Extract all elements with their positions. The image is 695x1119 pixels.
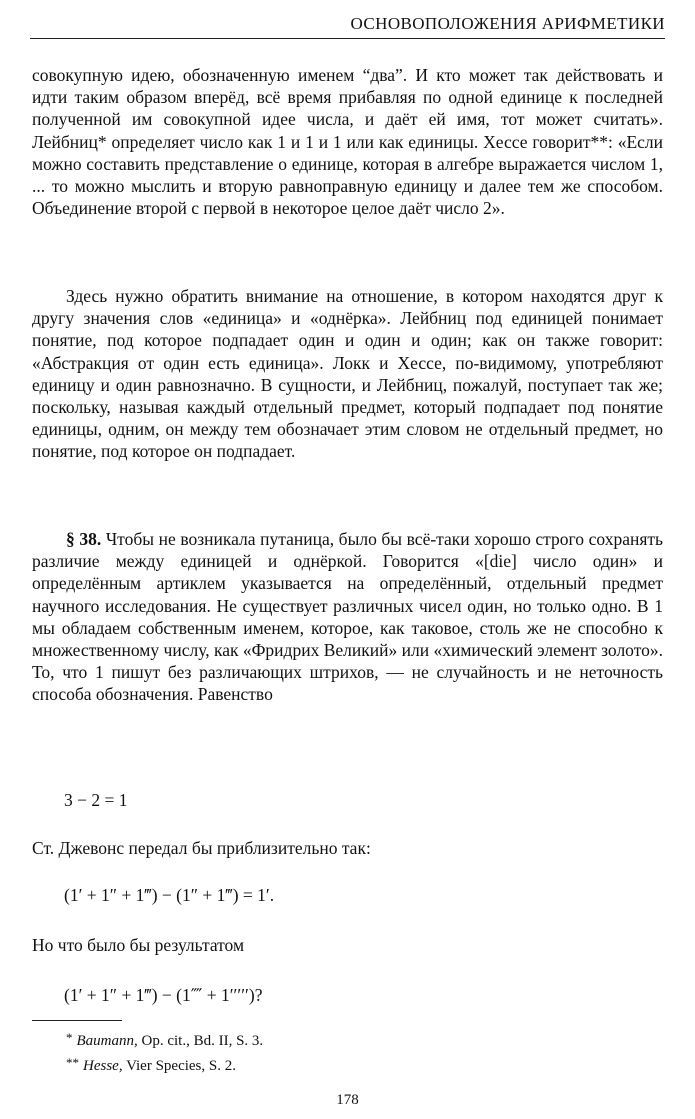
result-line: Но что было бы результатом (32, 935, 245, 955)
formula-1: 3 − 2 = 1 (64, 790, 128, 810)
footnote-1 (66, 1030, 263, 1050)
jevons-line: Ст. Джевонс передал бы приблизительно так: (32, 838, 371, 858)
footnote-2-author: Hesse, (83, 1058, 123, 1074)
footnote-1-author: Baumann, (76, 1033, 138, 1049)
footnote-rule (32, 1020, 122, 1021)
running-header-title: ОСНОВОПОЛОЖЕНИЯ АРИФМЕТИКИ (350, 14, 665, 33)
footnote-1-text: Op. cit., Bd. II, S. 3. (141, 1033, 264, 1049)
running-header (30, 10, 665, 39)
paragraph-3-text: Чтобы не возникала путаница, было бы всё-таки хорошо строго сохранять различие между единицей и однёркой. Говорится «[die] число один» и определённым артиклем указывается на определённый, отдельный предмет научного исследования. Не существует различных чисел один, но только одно. В 1 мы обладаем собственным именем, которое, как таковое, столь же не способно к множественному числу, как «Фридрих Великий» или «химический элемент золото». То, что 1 пишут без различающих штрихов, — не случайность и не неточность способа обозначения. Равенство (32, 529, 664, 705)
formula-2: (1′ + 1″ + 1‴) − (1″ + 1‴) = 1′. (64, 885, 275, 905)
formula-3: (1′ + 1″ + 1‴) − (1⁗ + 1′′′′′)? (64, 985, 263, 1005)
page-number: 178 (336, 1092, 359, 1108)
paragraph-1: совокупную идею, обозначенную именем “два”. И кто может так действовать и идти таким образом вперёд, всё время прибавляя по одной единице к последней полученной им совокупной идее числа, и даёт ей имя, тот может считать». Лейбниц* определяет число как 1 и 1 и 1 или как единицы. Хессе говорит**: «Если можно составить представление о единице, которая в алгебре выражается числом 1, ... то можно мыслить и вторую равноправную единицу и далее тем же способом. Объединение второй с первой в некоторое целое даёт число 2». (32, 65, 663, 219)
footnote-1-mark: * (66, 1030, 73, 1045)
section-label: § 38. (66, 529, 102, 549)
footnote-2-mark: ** (66, 1055, 79, 1070)
paragraph-2: Здесь нужно обратить внимание на отношение, в котором находятся друг к другу значения слов «единица» и «однёрка». Лейбниц под единицей понимает понятие, под которое подпадает один и один и один; как он также говорит: «Абстракция от один есть единица». Локк и Хессе, по-видимому, употребляют единицу и один равнозначно. В сущности, и Лейбниц, пожалуй, поступает так же; поскольку, называя каждый отдельный предмет, который подпадает под понятие единицы, одним, он между тем обозначает этим словом не отдельный предмет, но понятие, под которое он подпадает. (32, 286, 663, 462)
paragraph-3 (32, 528, 663, 706)
footnote-2-text: Vier Species, S. 2. (126, 1058, 236, 1074)
footnote-2 (66, 1055, 236, 1075)
